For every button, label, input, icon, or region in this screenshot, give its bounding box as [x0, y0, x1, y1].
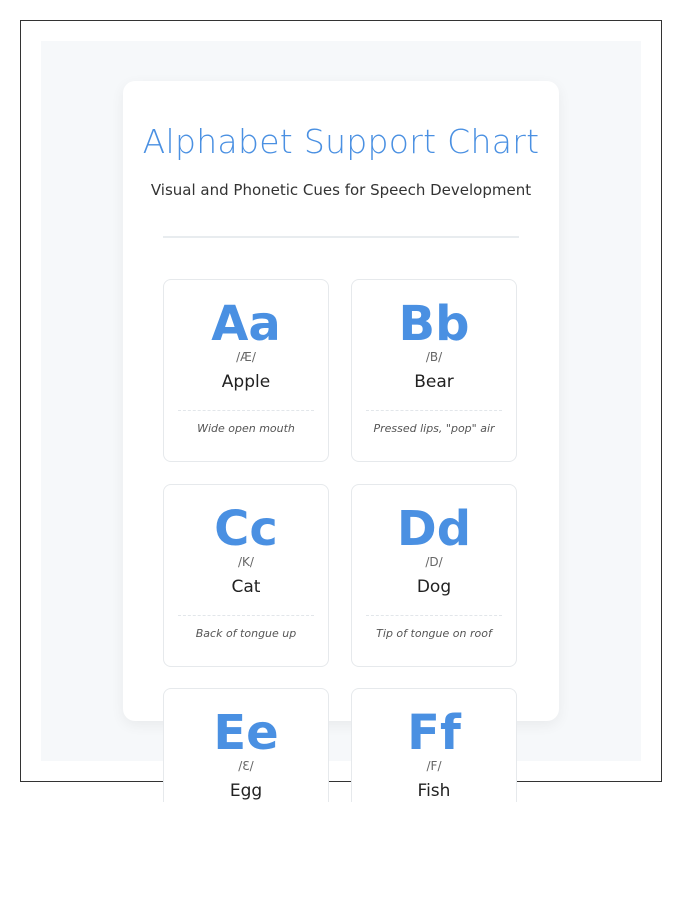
letter-word: Egg [229, 781, 263, 801]
letter-cue: Tip of tongue on roof [376, 627, 492, 640]
letter-glyph: Aa [211, 296, 281, 352]
letter-card-b [351, 279, 517, 462]
letter-card-d [351, 484, 517, 667]
letter-phonetic: /B/ [425, 350, 443, 364]
letter-word: Bear [414, 372, 454, 392]
card-divider [178, 615, 314, 616]
letter-glyph: Dd [396, 501, 472, 557]
card-divider [178, 410, 314, 411]
letter-card-f [351, 688, 517, 802]
letter-phonetic: /K/ [238, 555, 254, 569]
letter-glyph: Ff [407, 705, 461, 761]
letter-glyph: Bb [398, 296, 470, 352]
letter-cue: Wide open mouth [197, 422, 295, 435]
letter-phonetic: /F/ [426, 759, 442, 773]
letter-word: Cat [231, 577, 261, 597]
letter-glyph: Ee [213, 705, 279, 761]
letter-phonetic: /Æ/ [236, 350, 256, 364]
card-divider [366, 615, 502, 616]
letter-card-e [163, 688, 329, 802]
card-divider [366, 410, 502, 411]
page-title: Alphabet Support Chart [142, 122, 540, 161]
letter-phonetic: /D/ [425, 555, 443, 569]
letter-phonetic: /Ɛ/ [238, 759, 254, 773]
letter-cue: Back of tongue up [195, 627, 297, 640]
letter-card-c [163, 484, 329, 667]
letter-word: Apple [221, 372, 271, 392]
page-subtitle: Visual and Phonetic Cues for Speech Development [150, 181, 532, 199]
letter-word: Dog [416, 577, 452, 597]
letter-card-a [163, 279, 329, 462]
letter-glyph: Cc [214, 501, 278, 557]
letter-cue: Pressed lips, "pop" air [373, 422, 495, 435]
header-divider [163, 236, 519, 238]
letter-word: Fish [417, 781, 451, 801]
